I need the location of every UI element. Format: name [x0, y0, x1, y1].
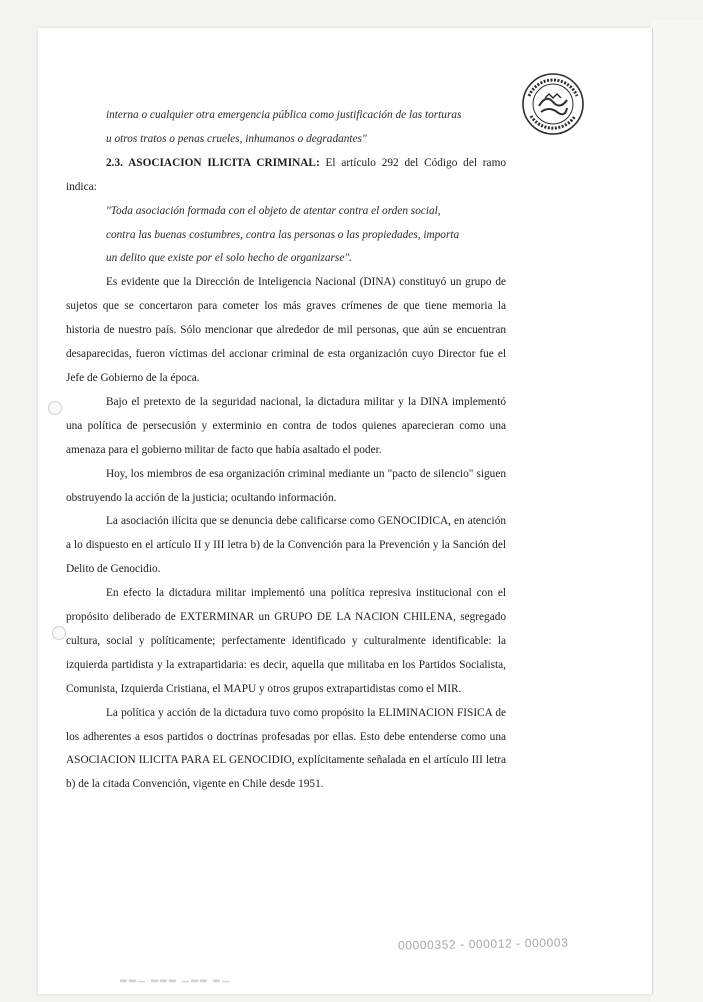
document-body — [66, 104, 506, 797]
punch-hole-bottom — [52, 626, 66, 640]
document-control-number: 00000352 - 000012 - 000003 — [397, 935, 569, 953]
torture-quote-line-2: u otros tratos o penas crueles, inhumanos o degradantes" — [106, 132, 367, 145]
bleed-through-smudge: ▂▂▁ ▂▂▂ ▁▂▂ ▂▁ — [120, 972, 231, 982]
scanner-margin — [651, 20, 703, 1002]
paragraph-eliminacion: La política y acción de la dictadura tuvo como propósito la ELIMINACION FISICA de los adherentes a esos partidos o doctrinas profesadas por ellas. Esto debe entenderse como una ASOCIACION ILICITA PARA EL GENOCIDIO, explícitamente señalada en el artículo III letra b) de la citada Convención, vigente en Chile desde 1951. — [66, 706, 506, 791]
paragraph-pretext: Bajo el pretexto de la seguridad nacional, la dictadura militar y la DINA implementó una política de persecusión y exterminio en contra de todos quienes aparecieran como una amenaza para el gobierno militar de facto que había asaltado el poder. — [66, 395, 506, 456]
paragraph-dina: Es evidente que la Dirección de Inteligencia Nacional (DINA) constituyó un grupo de sujetos que se concertaron para cometer los más graves crímenes de que tiene memoria la historia de nuestro país. Sólo mencionar que alrededor de mil personas, que aún se encuentran desaparecidas, fueron víctimas del accionar criminal de esta organización cuyo Director fue el Jefe de Gobierno de la época. — [66, 276, 506, 384]
notary-seal-icon — [521, 72, 585, 136]
section-intro: El artículo 292 del Código del ramo indica: — [66, 156, 507, 193]
paragraph-silence: Hoy, los miembros de esa organización criminal mediante un "pacto de silencio" siguen obstruyendo la acción de la justicia; ocultando información. — [66, 467, 506, 504]
punch-hole-top — [48, 401, 62, 415]
paragraph-genocidica: La asociación ilícita que se denuncia debe calificarse como GENOCIDICA, en atención a lo dispuesto en el artículo II y III letra b) de la Convención para la Prevención y la Sanción del Delito de Genocidio. — [66, 515, 506, 576]
torture-quote-line-1: interna o cualquier otra emergencia pública como justificación de las torturas — [106, 109, 462, 121]
article-292-quote-line-3: un delito que existe por el solo hecho de organizarse". — [106, 252, 352, 265]
article-292-quote-line-1: "Toda asociación formada con el objeto de atentar contra el orden social, — [106, 204, 441, 217]
paragraph-exterminar: En efecto la dictadura militar implementó una política represiva institucional con el propósito deliberado de EXTERMINAR un GRUPO DE LA NACION CHILENA, segregado cultura, social y políticamente; perfectamente identificado y culturalmente identificable: la izquierda partidista y la extrapartidaria: es decir, aquella que militaba en los Partidos Socialista, Comunista, Izquierda Cristiana, el MAPU y otros grupos extrapartidistas como el MIR. — [66, 587, 506, 695]
section-heading: 2.3. ASOCIACION ILICITA CRIMINAL: — [106, 156, 320, 169]
section-2-3 — [66, 152, 506, 200]
article-292-quote-line-2: contra las buenas costumbres, contra las personas o las propiedades, importa — [106, 228, 460, 241]
